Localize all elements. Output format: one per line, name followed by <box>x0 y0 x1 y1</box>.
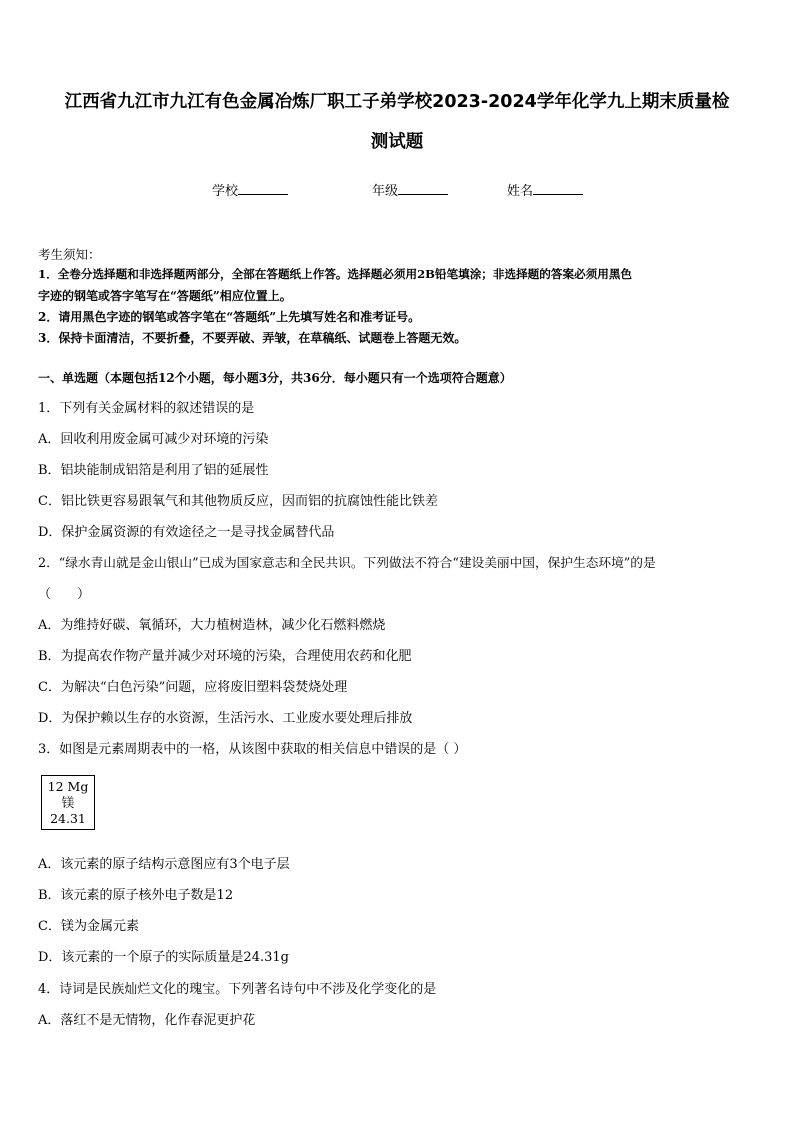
name-field <box>507 180 583 199</box>
q3-option-a: A．该元素的原子结构示意图应有3个电子层 <box>38 857 290 872</box>
grade-blank <box>398 182 448 195</box>
school-field <box>212 180 288 199</box>
notice-item-1-cont: 字迹的钢笔或答字笔写在“答题纸”相应位置上。 <box>38 289 292 303</box>
q3-option-d: D．该元素的一个原子的实际质量是24.31g <box>38 950 289 965</box>
question-3-stem: 3．如图是元素周期表中的一格，从该图中获取的相关信息中错误的是（ ） <box>38 742 467 757</box>
q3-option-b: B．该元素的原子核外电子数是12 <box>38 888 234 903</box>
notice-item-1: 1．全卷分选择题和非选择题两部分，全部在答题纸上作答。选择题必须用2B铅笔填涂；非选择题的答案必须用黑色 <box>38 267 633 281</box>
section-heading: 一、单选题（本题包括12个小题，每小题3分，共36分．每小题只有一个选项符合题意） <box>38 371 512 385</box>
school-blank <box>238 182 288 195</box>
question-1-stem: 1．下列有关金属材料的叙述错误的是 <box>38 401 255 416</box>
q1-option-c: C．铝比铁更容易跟氧气和其他物质反应，因而铝的抗腐蚀性能比铁差 <box>38 494 438 509</box>
q2-option-a: A．为维持好碳、氧循环，大力植树造林，减少化石燃料燃烧 <box>38 618 386 633</box>
question-4-stem: 4．诗词是民族灿烂文化的瑰宝。下列著名诗句中不涉及化学变化的是 <box>38 982 437 997</box>
exam-title-line2: 测试题 <box>370 132 424 152</box>
exam-title-line1: 江西省九江市九江有色金属冶炼厂职工子弟学校2023-2024学年化学九上期末质量检 <box>64 92 730 112</box>
notice-item-2: 2．请用黑色字迹的钢笔或答字笔在“答题纸”上先填写姓名和准考证号。 <box>38 310 421 324</box>
q1-option-d: D．保护金属资源的有效途径之一是寻找金属替代品 <box>38 525 335 540</box>
notice-item-3: 3．保持卡面清洁，不要折叠，不要弄破、弄皱，在草稿纸、试题卷上答题无效。 <box>38 331 467 345</box>
school-label: 学校 <box>212 184 239 199</box>
element-name: 镁 <box>61 795 75 810</box>
periodic-table-cell <box>41 775 95 830</box>
notice-heading: 考生须知： <box>38 247 101 262</box>
q2-option-d: D．为保护赖以生存的水资源，生活污水、工业废水要处理后排放 <box>38 711 413 726</box>
question-2-stem: 2．“绿水青山就是金山银山”已成为国家意志和全民共识。下列做法不符合“建设美丽中国，保护生态环境”的是 <box>38 555 656 570</box>
q2-option-c: C．为解决“白色污染”问题，应将废旧塑料袋焚烧处理 <box>38 680 348 695</box>
name-blank <box>533 182 583 195</box>
element-number-symbol: 12 Mg <box>47 779 89 794</box>
q2-option-b: B．为提高农作物产量并减少对环境的污染，合理使用农药和化肥 <box>38 649 412 664</box>
q4-option-a: A．落红不是无情物，化作春泥更护花 <box>38 1013 256 1028</box>
grade-field <box>372 180 448 199</box>
element-mass: 24.31 <box>50 811 86 826</box>
q1-option-b: B．铝块能制成铝箔是利用了铝的延展性 <box>38 463 269 478</box>
grade-label: 年级 <box>372 184 399 199</box>
name-label: 姓名 <box>507 184 534 199</box>
q3-option-c: C．镁为金属元素 <box>38 919 139 934</box>
q1-option-a: A．回收利用废金属可减少对环境的污染 <box>38 432 269 447</box>
question-2-stem-cont: （ ） <box>38 587 91 602</box>
